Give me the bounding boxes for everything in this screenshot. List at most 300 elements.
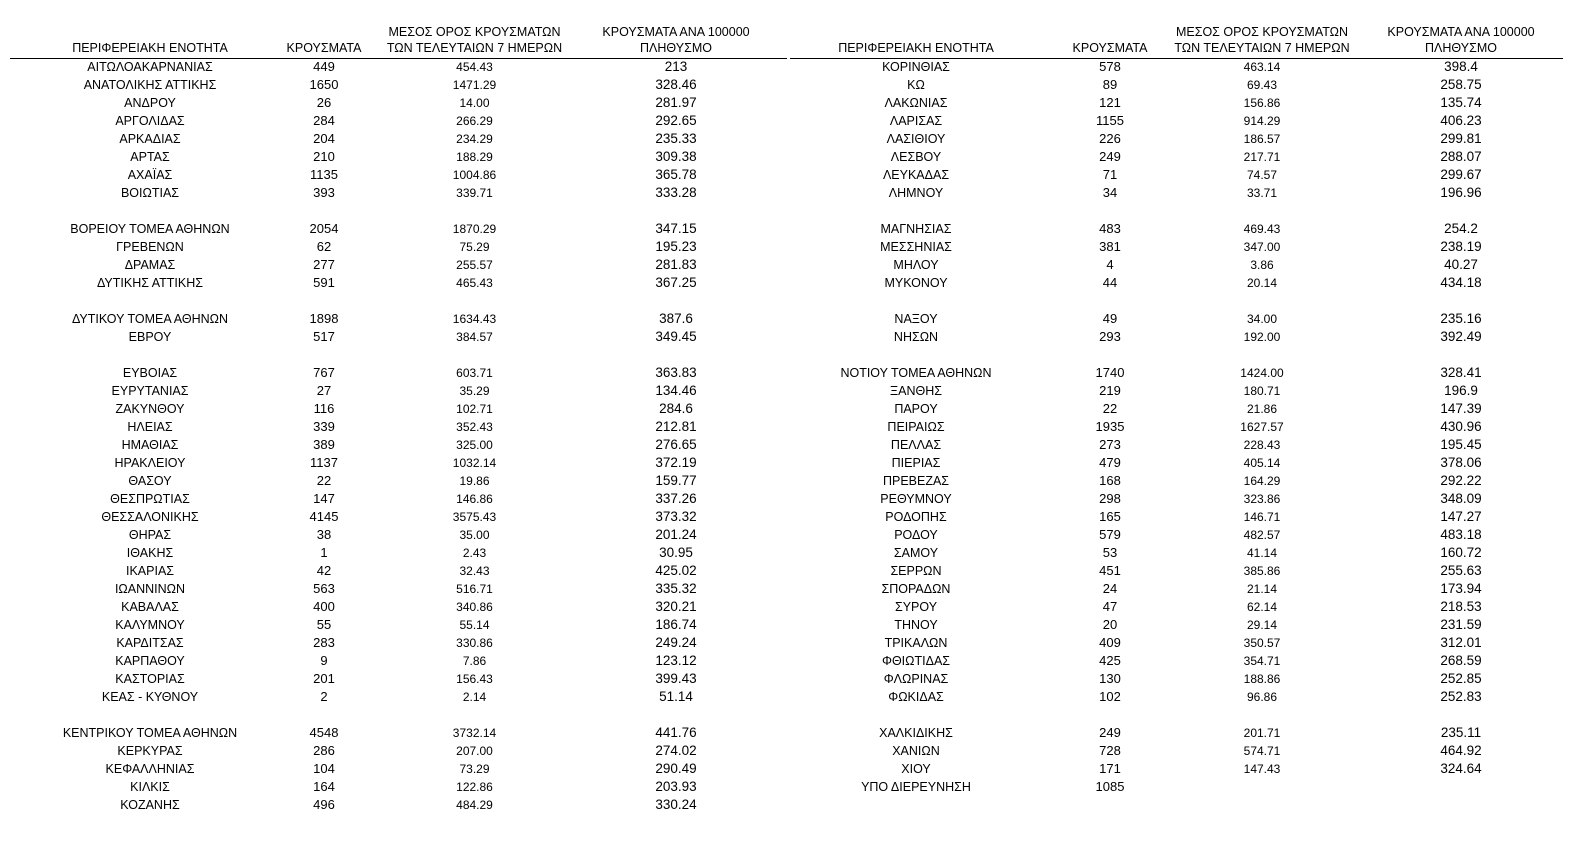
region-name-cell: ΙΚΑΡΙΑΣ [125, 564, 175, 578]
region-name-cell: ΦΛΩΡΙΝΑΣ [883, 672, 949, 686]
per100k-cell: 196.96 [1440, 185, 1482, 200]
per100k-cell: 252.83 [1440, 689, 1482, 704]
per100k-cell: 281.83 [655, 257, 697, 272]
table-row [790, 220, 1563, 238]
avg7-cell: 574.71 [1243, 744, 1281, 758]
table-row [790, 454, 1563, 472]
region-name-cell: ΗΡΑΚΛΕΙΟΥ [114, 456, 186, 470]
region-name-cell: ΕΥΒΟΙΑΣ [122, 366, 178, 380]
region-name-cell: ΝΟΤΙΟΥ ΤΟΜΕΑ ΑΘΗΝΩΝ [840, 366, 992, 380]
avg7-cell: 323.86 [1243, 492, 1281, 506]
region-name-cell: ΜΥΚΟΝΟΥ [884, 276, 948, 290]
per100k-cell: 483.18 [1440, 527, 1482, 542]
per100k-cell: 309.38 [655, 149, 697, 164]
per100k-cell: 337.26 [655, 491, 697, 506]
per100k-cell: 372.19 [655, 455, 697, 470]
per100k-cell: 255.63 [1440, 563, 1482, 578]
region-name-cell: ΙΘΑΚΗΣ [126, 546, 174, 560]
per100k-cell: 349.45 [655, 329, 697, 344]
header-region: ΠΕΡΙΦΕΡΕΙΑΚΗ ΕΝΟΤΗΤΑ [72, 41, 228, 55]
per100k-cell: 392.49 [1440, 329, 1482, 344]
table-row [790, 544, 1563, 562]
per100k-cell: 203.93 [655, 779, 697, 794]
region-name-cell: ΚΟΖΑΝΗΣ [120, 798, 180, 812]
header-per100k: ΚΡΟΥΣΜΑΤΑ ΑΝΑ 100000 ΠΛΗΘΥΣΜΟ [1387, 25, 1535, 55]
cases-cell: 1898 [309, 311, 339, 326]
avg7-cell: 1032.14 [452, 456, 497, 470]
per100k-cell: 292.65 [655, 113, 697, 128]
cases-cell: 20 [1102, 617, 1118, 632]
per100k-cell: 387.6 [659, 311, 693, 326]
region-name-cell: ΚΕΦΑΛΛΗΝΙΑΣ [105, 762, 195, 776]
right-cases-table [790, 0, 1563, 849]
per100k-cell: 231.59 [1440, 617, 1482, 632]
region-name-cell: ΤΗΝΟΥ [894, 618, 938, 632]
region-name-cell: ΛΗΜΝΟΥ [888, 186, 944, 200]
cases-cell: 483 [1099, 221, 1121, 236]
table-row [10, 220, 787, 238]
per100k-cell: 320.21 [655, 599, 697, 614]
region-name-cell: ΖΑΚΥΝΘΟΥ [115, 402, 185, 416]
table-row [10, 148, 787, 166]
avg7-cell: 156.86 [1243, 96, 1281, 110]
cases-cell: 147 [313, 491, 335, 506]
region-name-cell: ΑΡΚΑΔΙΑΣ [119, 132, 181, 146]
avg7-cell: 55.14 [459, 618, 490, 632]
avg7-cell: 1634.43 [452, 312, 497, 326]
region-name-cell: ΕΒΡΟΥ [128, 330, 172, 344]
avg7-cell: 207.00 [456, 744, 493, 758]
cases-cell: 116 [313, 401, 335, 416]
cases-cell: 4 [1106, 257, 1114, 272]
cases-cell: 273 [1099, 437, 1121, 452]
region-name-cell: ΑΝΑΤΟΛΙΚΗΣ ΑΤΤΙΚΗΣ [83, 78, 217, 92]
avg7-cell: 3575.43 [452, 510, 497, 524]
per100k-cell: 235.33 [655, 131, 697, 146]
per100k-cell: 290.49 [655, 761, 697, 776]
avg7-cell: 62.14 [1246, 600, 1278, 614]
cases-cell: 226 [1099, 131, 1121, 146]
region-name-cell: ΣΥΡΟΥ [894, 600, 938, 614]
per100k-cell: 51.14 [659, 689, 693, 704]
cases-cell: 9 [320, 653, 328, 668]
per100k-cell: 40.27 [1444, 257, 1478, 272]
table-header [10, 0, 787, 59]
avg7-cell: 156.43 [456, 672, 493, 686]
region-name-cell: ΙΩΑΝΝΙΝΩΝ [114, 582, 186, 596]
table-row [10, 544, 787, 562]
avg7-cell: 385.86 [1243, 564, 1281, 578]
cases-cell: 47 [1102, 599, 1118, 614]
cases-cell: 219 [1099, 383, 1121, 398]
region-name-cell: ΔΥΤΙΚΟΥ ΤΟΜΕΑ ΑΘΗΝΩΝ [71, 312, 229, 326]
avg7-cell: 188.29 [456, 150, 493, 164]
avg7-cell: 339.71 [456, 186, 493, 200]
table-row [10, 328, 787, 346]
avg7-cell: 2.14 [462, 690, 487, 704]
avg7-cell: 180.71 [1243, 384, 1281, 398]
avg7-cell: 7.86 [462, 654, 487, 668]
cases-cell: 104 [313, 761, 335, 776]
region-name-cell: ΛΑΣΙΘΙΟΥ [886, 132, 946, 146]
cases-cell: 1 [320, 545, 328, 560]
cases-cell: 165 [1099, 509, 1121, 524]
avg7-cell: 266.29 [456, 114, 493, 128]
avg7-cell: 603.71 [456, 366, 493, 380]
table-row [790, 310, 1563, 328]
region-name-cell: ΑΧΑΪΑΣ [127, 168, 173, 182]
region-name-cell: ΠΑΡΟΥ [894, 402, 938, 416]
cases-cell: 591 [313, 275, 335, 290]
per100k-cell: 335.32 [655, 581, 697, 596]
avg7-cell: 1471.29 [452, 78, 497, 92]
per100k-cell: 196.9 [1444, 383, 1478, 398]
avg7-cell: 1004.86 [452, 168, 497, 182]
avg7-cell: 102.71 [456, 402, 493, 416]
table-row [10, 724, 787, 742]
per100k-cell: 333.28 [655, 185, 697, 200]
per100k-cell: 425.02 [655, 563, 697, 578]
avg7-cell: 21.14 [1246, 582, 1278, 596]
cases-cell: 409 [1099, 635, 1121, 650]
avg7-cell: 516.71 [456, 582, 493, 596]
cases-cell: 130 [1099, 671, 1121, 686]
avg7-cell: 340.86 [456, 600, 493, 614]
cases-cell: 4548 [309, 725, 339, 740]
table-row [10, 688, 787, 706]
table-row [790, 616, 1563, 634]
table-row [10, 580, 787, 598]
region-name-cell: ΚΑΡΔΙΤΣΑΣ [116, 636, 184, 650]
cases-cell: 339 [313, 419, 335, 434]
region-name-cell: ΜΗΛΟΥ [893, 258, 939, 272]
avg7-cell: 188.86 [1243, 672, 1281, 686]
table-row [790, 112, 1563, 130]
per100k-cell: 147.39 [1440, 401, 1482, 416]
region-name-cell: ΘΑΣΟΥ [128, 474, 172, 488]
avg7-cell: 35.00 [459, 528, 490, 542]
cases-cell: 89 [1102, 77, 1118, 92]
avg7-cell: 164.29 [1243, 474, 1281, 488]
per100k-cell: 284.6 [659, 401, 693, 416]
per100k-cell: 464.92 [1440, 743, 1482, 758]
region-name-cell: ΣΕΡΡΩΝ [890, 564, 942, 578]
cases-cell: 1085 [1095, 779, 1125, 794]
per100k-cell: 312.01 [1440, 635, 1482, 650]
cases-cell: 517 [313, 329, 335, 344]
cases-cell: 249 [1099, 725, 1121, 740]
table-row [10, 778, 787, 796]
region-name-cell: ΕΥΡΥΤΑΝΙΑΣ [111, 384, 189, 398]
per100k-cell: 201.24 [655, 527, 697, 542]
region-name-cell: ΑΡΓΟΛΙΔΑΣ [115, 114, 185, 128]
region-name-cell: ΔΥΤΙΚΗΣ ΑΤΤΙΚΗΣ [97, 276, 203, 290]
per100k-cell: 276.65 [655, 437, 697, 452]
region-name-cell: ΚΕΡΚΥΡΑΣ [117, 744, 183, 758]
region-name-cell: ΠΡΕΒΕΖΑΣ [882, 474, 950, 488]
table-row [790, 760, 1563, 778]
cases-cell: 168 [1099, 473, 1121, 488]
region-name-cell: ΡΕΘΥΜΝΟΥ [880, 492, 952, 506]
table-row [10, 238, 787, 256]
per100k-cell: 238.19 [1440, 239, 1482, 254]
per100k-cell: 430.96 [1440, 419, 1482, 434]
region-name-cell: ΗΛΕΙΑΣ [127, 420, 173, 434]
region-name-cell: ΚΑΛΥΜΝΟΥ [115, 618, 185, 632]
cases-cell: 22 [316, 473, 332, 488]
cases-cell: 42 [316, 563, 332, 578]
region-name-cell: ΥΠΟ ΔΙΕΡΕΥΝΗΣΗ [861, 780, 971, 794]
cases-cell: 249 [1099, 149, 1121, 164]
cases-cell: 451 [1099, 563, 1121, 578]
avg7-cell: 33.71 [1246, 186, 1278, 200]
region-name-cell: ΔΡΑΜΑΣ [124, 258, 176, 272]
avg7-cell: 255.57 [456, 258, 493, 272]
avg7-cell: 32.43 [459, 564, 490, 578]
cases-cell: 425 [1099, 653, 1121, 668]
table-row [790, 742, 1563, 760]
table-row [790, 58, 1563, 76]
avg7-cell: 41.14 [1246, 546, 1278, 560]
table-row [790, 634, 1563, 652]
table-row [10, 364, 787, 382]
cases-cell: 579 [1099, 527, 1121, 542]
cases-cell: 496 [313, 797, 335, 812]
per100k-cell: 348.09 [1440, 491, 1482, 506]
region-name-cell: ΘΗΡΑΣ [128, 528, 172, 542]
cases-cell: 121 [1099, 95, 1121, 110]
avg7-cell: 19.86 [459, 474, 490, 488]
region-name-cell: ΓΡΕΒΕΝΩΝ [116, 240, 184, 254]
cases-cell: 204 [313, 131, 335, 146]
table-row [10, 94, 787, 112]
per100k-cell: 195.23 [655, 239, 697, 254]
avg7-cell: 75.29 [459, 240, 490, 254]
table-row [790, 580, 1563, 598]
table-row [790, 274, 1563, 292]
per100k-cell: 123.12 [655, 653, 697, 668]
cases-cell: 1137 [310, 455, 338, 470]
table-row [790, 562, 1563, 580]
table-row [10, 184, 787, 202]
table-row [790, 364, 1563, 382]
avg7-cell: 234.29 [456, 132, 493, 146]
cases-cell: 1740 [1095, 365, 1125, 380]
region-name-cell: ΛΑΡΙΣΑΣ [889, 114, 943, 128]
region-name-cell: ΚΙΛΚΙΣ [130, 780, 170, 794]
table-row [10, 508, 787, 526]
avg7-cell: 482.57 [1243, 528, 1281, 542]
cases-cell: 34 [1102, 185, 1118, 200]
region-name-cell: ΤΡΙΚΑΛΩΝ [884, 636, 948, 650]
per100k-cell: 249.24 [655, 635, 697, 650]
table-row [10, 130, 787, 148]
avg7-cell: 347.00 [1243, 240, 1281, 254]
table-row [790, 418, 1563, 436]
region-name-cell: ΞΑΝΘΗΣ [890, 384, 942, 398]
table-row [790, 148, 1563, 166]
per100k-cell: 324.64 [1440, 761, 1482, 776]
region-name-cell: ΛΑΚΩΝΙΑΣ [884, 96, 948, 110]
cases-cell: 2 [320, 689, 328, 704]
cases-cell: 71 [1102, 167, 1118, 182]
avg7-cell: 463.14 [1243, 60, 1281, 74]
per100k-cell: 274.02 [655, 743, 697, 758]
avg7-cell: 465.43 [456, 276, 493, 290]
per100k-cell: 399.43 [655, 671, 697, 686]
table-row [790, 400, 1563, 418]
per100k-cell: 299.81 [1440, 131, 1482, 146]
region-name-cell: ΠΙΕΡΙΑΣ [891, 456, 941, 470]
avg7-cell: 384.57 [456, 330, 493, 344]
cases-cell: 767 [313, 365, 335, 380]
region-name-cell: ΚΩ [907, 78, 925, 92]
table-row [10, 490, 787, 508]
cases-cell: 298 [1099, 491, 1121, 506]
table-row [10, 256, 787, 274]
per100k-cell: 212.81 [655, 419, 697, 434]
cases-cell: 283 [313, 635, 335, 650]
per100k-cell: 406.23 [1440, 113, 1482, 128]
cases-cell: 44 [1102, 275, 1118, 290]
per100k-cell: 288.07 [1440, 149, 1482, 164]
region-name-cell: ΘΕΣΠΡΩΤΙΑΣ [110, 492, 190, 506]
per100k-cell: 30.95 [659, 545, 693, 560]
cases-cell: 1650 [309, 77, 339, 92]
cases-cell: 27 [316, 383, 332, 398]
cases-cell: 449 [313, 59, 335, 74]
table-row [790, 490, 1563, 508]
region-name-cell: ΚΑΣΤΟΡΙΑΣ [115, 672, 185, 686]
per100k-cell: 292.22 [1440, 473, 1482, 488]
table-row [10, 436, 787, 454]
cases-cell: 102 [1099, 689, 1121, 704]
table-row [790, 256, 1563, 274]
per100k-cell: 195.45 [1440, 437, 1482, 452]
avg7-cell: 29.14 [1246, 618, 1278, 632]
avg7-cell: 2.43 [462, 546, 487, 560]
table-row [10, 112, 787, 130]
avg7-cell: 21.86 [1246, 402, 1278, 416]
avg7-cell: 3732.14 [452, 726, 497, 740]
per100k-cell: 398.4 [1444, 59, 1478, 74]
region-name-cell: ΚΕΝΤΡΙΚΟΥ ΤΟΜΕΑ ΑΘΗΝΩΝ [62, 726, 238, 740]
region-name-cell: ΘΕΣΣΑΛΟΝΙΚΗΣ [101, 510, 199, 524]
per100k-cell: 365.78 [655, 167, 697, 182]
avg7-cell: 122.86 [456, 780, 493, 794]
cases-cell: 26 [316, 95, 332, 110]
avg7-cell: 186.57 [1243, 132, 1281, 146]
table-row [790, 238, 1563, 256]
per100k-cell: 347.15 [655, 221, 697, 236]
avg7-cell: 3.86 [1250, 258, 1274, 272]
avg7-cell: 469.43 [1243, 222, 1281, 236]
per100k-cell: 235.16 [1440, 311, 1482, 326]
avg7-cell: 350.57 [1243, 636, 1281, 650]
per100k-cell: 235.11 [1440, 725, 1482, 740]
table-row [790, 508, 1563, 526]
table-row [10, 796, 787, 814]
region-name-cell: ΚΟΡΙΝΘΙΑΣ [882, 60, 950, 74]
table-row [10, 400, 787, 418]
table-row [10, 562, 787, 580]
header-avg7: ΜΕΣΟΣ ΟΡΟΣ ΚΡΟΥΣΜΑΤΩΝ ΤΩΝ ΤΕΛΕΥΤΑΙΩΝ 7 ΗΜΕΡΩΝ [1174, 25, 1350, 55]
table-row [10, 58, 787, 76]
region-name-cell: ΧΑΛΚΙΔΙΚΗΣ [879, 726, 953, 740]
avg7-cell: 69.43 [1246, 78, 1278, 92]
avg7-cell: 96.86 [1246, 690, 1278, 704]
per100k-cell: 378.06 [1440, 455, 1482, 470]
per100k-cell: 135.74 [1440, 95, 1482, 110]
avg7-cell: 217.71 [1243, 150, 1281, 164]
cases-cell: 2054 [309, 221, 339, 236]
per100k-cell: 147.27 [1440, 509, 1482, 524]
region-name-cell: ΗΜΑΘΙΑΣ [121, 438, 179, 452]
header-cases: ΚΡΟΥΣΜΑΤΑ [1072, 41, 1148, 55]
region-name-cell: ΠΕΛΛΑΣ [890, 438, 942, 452]
region-name-cell: ΠΕΙΡΑΙΩΣ [887, 420, 945, 434]
avg7-cell: 354.71 [1243, 654, 1281, 668]
per100k-cell: 213 [664, 59, 688, 74]
table-row [10, 76, 787, 94]
cases-cell: 38 [316, 527, 332, 542]
region-name-cell: ΝΗΣΩΝ [893, 330, 939, 344]
per100k-cell: 373.32 [655, 509, 697, 524]
cases-cell: 55 [316, 617, 332, 632]
cases-cell: 393 [313, 185, 335, 200]
cases-cell: 389 [313, 437, 335, 452]
table-row [790, 382, 1563, 400]
avg7-cell: 20.14 [1246, 276, 1278, 290]
cases-cell: 1935 [1095, 419, 1125, 434]
region-name-cell: ΒΟΡΕΙΟΥ ΤΟΜΕΑ ΑΘΗΝΩΝ [70, 222, 230, 236]
table-row [790, 670, 1563, 688]
cases-cell: 578 [1099, 59, 1121, 74]
table-row [790, 436, 1563, 454]
table-row [10, 382, 787, 400]
cases-cell: 49 [1102, 311, 1118, 326]
region-name-cell: ΡΟΔΟΠΗΣ [885, 510, 947, 524]
cases-cell: 164 [313, 779, 335, 794]
table-row [790, 724, 1563, 742]
table-row [10, 616, 787, 634]
avg7-cell: 454.43 [456, 60, 493, 74]
region-name-cell: ΜΑΓΝΗΣΙΑΣ [880, 222, 952, 236]
per100k-cell: 186.74 [655, 617, 697, 632]
per100k-cell: 330.24 [655, 797, 697, 812]
per100k-cell: 160.72 [1440, 545, 1482, 560]
per100k-cell: 328.46 [655, 77, 697, 92]
per100k-cell: 268.59 [1440, 653, 1482, 668]
region-name-cell: ΑΝΔΡΟΥ [124, 96, 176, 110]
avg7-cell: 34.00 [1246, 312, 1278, 326]
avg7-cell: 484.29 [456, 798, 493, 812]
cases-cell: 62 [316, 239, 332, 254]
avg7-cell: 146.71 [1243, 510, 1281, 524]
region-name-cell: ΚΑΒΑΛΑΣ [121, 600, 179, 614]
region-name-cell: ΑΡΤΑΣ [130, 150, 170, 164]
cases-cell: 22 [1102, 401, 1118, 416]
table-row [10, 652, 787, 670]
table-row [790, 652, 1563, 670]
region-name-cell: ΜΕΣΣΗΝΙΑΣ [880, 240, 952, 254]
avg7-cell: 35.29 [459, 384, 490, 398]
region-name-cell: ΒΟΙΩΤΙΑΣ [120, 186, 180, 200]
per100k-cell: 363.83 [655, 365, 697, 380]
cases-cell: 284 [313, 113, 335, 128]
per100k-cell: 218.53 [1440, 599, 1482, 614]
avg7-cell: 14.00 [459, 96, 490, 110]
